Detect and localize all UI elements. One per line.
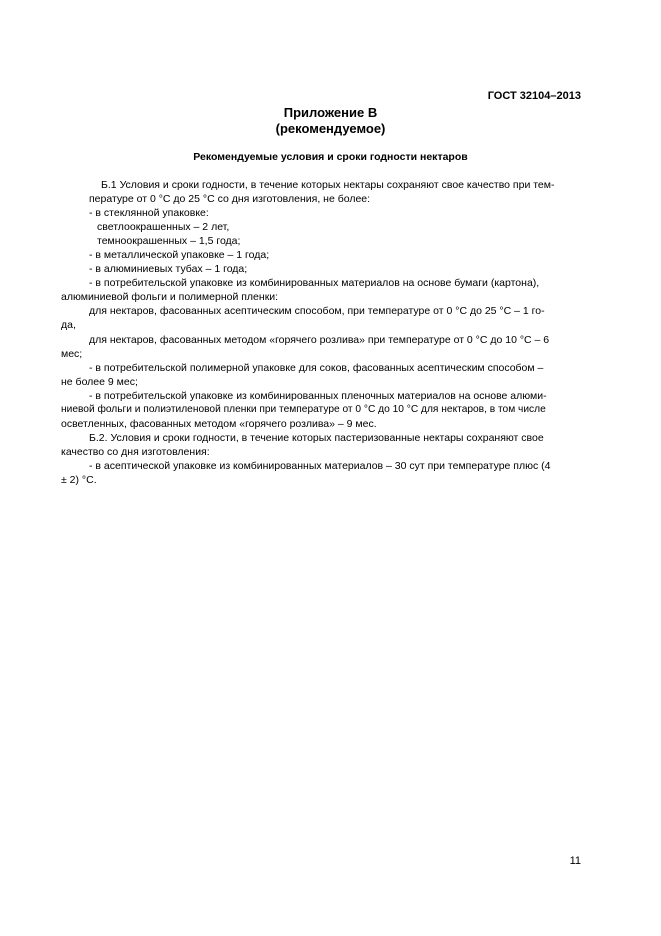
text-line: качество со дня изготовления:	[61, 445, 210, 458]
standard-number: ГОСТ 32104–2013	[487, 90, 581, 102]
text-line: для нектаров, фасованных методом «горячего розлива» при температуре от 0 °С до 10 °С – 6	[89, 333, 550, 346]
text-line: - в потребительской упаковке из комбинированных материалов на основе бумаги (картона),	[89, 277, 540, 290]
text-line: темноокрашенных – 1,5 года;	[97, 235, 241, 248]
text-line: Б.1 Условия и сроки годности, в течение которых нектары сохраняют свое качество при тем-	[101, 179, 555, 191]
appendix-title: Приложение В	[283, 105, 378, 120]
text-line: светлоокрашенных – 2 лет,	[97, 221, 230, 234]
text-line: ниевой фольги и полиэтиленовой пленки при температуре от 0 °С до 10 °С для нектаров, в том числе	[61, 403, 546, 415]
text-line: - в асептической упаковке из комбинированных материалов – 30 сут при температуре плюс (4	[89, 459, 551, 472]
text-line: мес;	[61, 347, 83, 360]
text-line: да,	[61, 319, 76, 332]
page-number: 11	[569, 855, 581, 867]
text-line: - в алюминиевых тубах – 1 года;	[89, 263, 248, 276]
text-line: - в потребительской полимерной упаковке для соков, фасованных асептическим способом –	[89, 361, 544, 374]
text-line: - в стеклянной упаковке:	[89, 207, 209, 220]
appendix-status: (рекомендуемое)	[275, 121, 386, 136]
text-line: для нектаров, фасованных асептическим способом, при температуре от 0 °С до 25 °С – 1 го-	[89, 305, 545, 318]
text-line: осветленных, фасованных методом «горячего розлива» – 9 мес.	[61, 417, 377, 430]
section-heading: Рекомендуемые условия и сроки годности нектаров	[193, 151, 468, 163]
appendix-title-block	[0, 105, 661, 137]
text-line: - в металлической упаковке – 1 года;	[89, 249, 270, 262]
text-line: не более 9 мес;	[61, 375, 138, 388]
text-line: - в потребительской упаковке из комбинированных пленочных материалов на основе алюми-	[89, 389, 547, 402]
text-line: пературе от 0 °С до 25 °С со дня изготовления, не более:	[89, 193, 371, 206]
text-line: алюминиевой фольги и полимерной пленки:	[61, 291, 279, 304]
text-line: Б.2. Условия и сроки годности, в течение которых пастеризованные нектары сохраняют свое	[89, 431, 544, 444]
text-line: ± 2) °С.	[61, 473, 97, 486]
document-body	[61, 178, 583, 487]
